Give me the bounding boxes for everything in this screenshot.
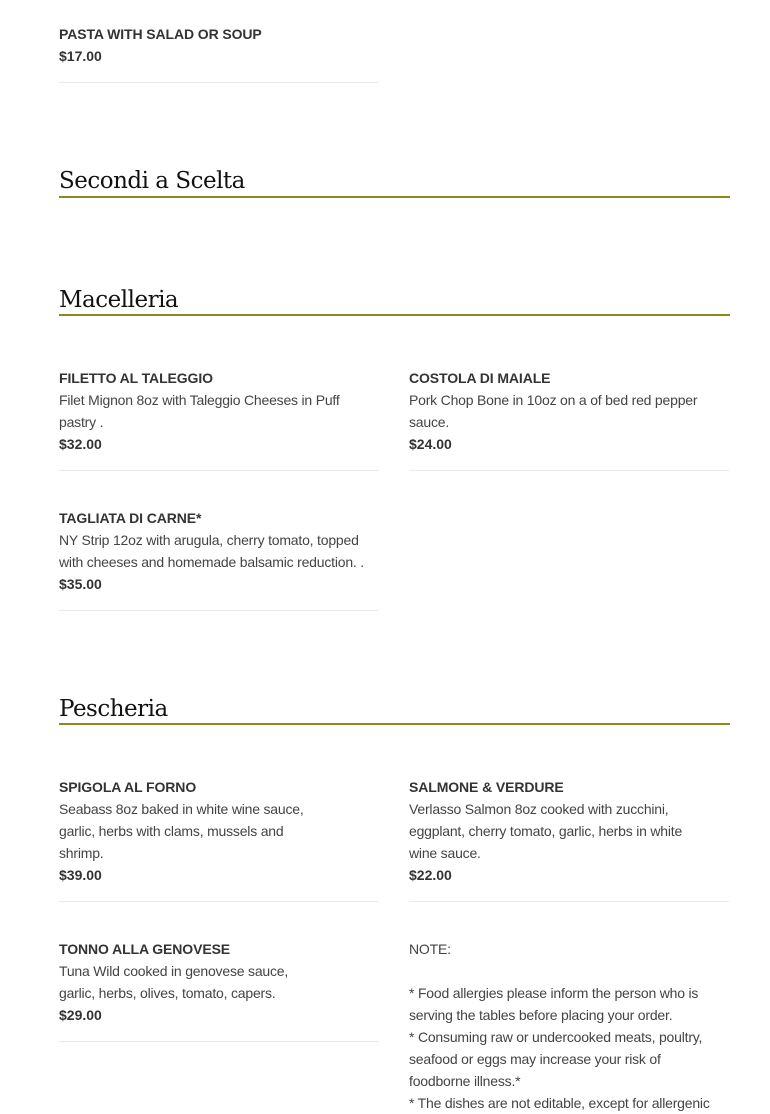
menu-item-pasta <box>59 23 379 67</box>
menu-item-description-line: eggplant, cherry tomato, garlic, herbs in white <box>409 823 683 839</box>
menu-item-name: SALMONE & VERDURE <box>409 779 564 795</box>
menu-item-description-line: garlic, herbs, olives, tomato, capers. <box>59 985 276 1001</box>
menu-item-tagliata <box>59 507 379 595</box>
menu-item-price: $39.00 <box>59 867 102 883</box>
menu-item-description-line: sauce. <box>409 414 450 430</box>
item-divider <box>59 470 379 471</box>
section-divider <box>59 314 730 316</box>
note-line: seafood or eggs may increase your risk of <box>409 1051 661 1067</box>
note-spacer <box>409 960 730 982</box>
menu-item-description-line: Tuna Wild cooked in genovese sauce, <box>59 963 289 979</box>
note-line: * Consuming raw or undercooked meats, poultry, <box>409 1029 703 1045</box>
menu-item-filetto <box>59 367 379 455</box>
item-divider <box>409 901 729 902</box>
note-line: serving the tables before placing your order. <box>409 1007 673 1023</box>
menu-item-description-line: Filet Mignon 8oz with Taleggio Cheeses in Puff <box>59 392 340 408</box>
menu-item-name: SPIGOLA AL FORNO <box>59 779 197 795</box>
section-divider <box>59 723 730 725</box>
menu-item-salmone <box>409 776 729 886</box>
note-line: foodborne illness.* <box>409 1073 521 1089</box>
menu-item-price: $32.00 <box>59 436 102 452</box>
menu-item-description-line: NY Strip 12oz with arugula, cherry tomato, topped <box>59 532 359 548</box>
menu-item-description-line: with cheeses and homemade balsamic reduction. . <box>59 554 364 570</box>
menu-item-description-line: Verlasso Salmon 8oz cooked with zucchini, <box>409 801 669 817</box>
menu-item-name: FILETTO AL TALEGGIO <box>59 370 213 386</box>
item-divider <box>59 610 379 611</box>
menu-item-name: TONNO ALLA GENOVESE <box>59 941 231 957</box>
menu-item-price: $29.00 <box>59 1007 102 1023</box>
allergy-note <box>409 938 730 1114</box>
menu-item-description-line: shrimp. <box>59 845 104 861</box>
menu-item-name: PASTA WITH SALAD OR SOUP <box>59 26 262 42</box>
menu-item-description-line: wine sauce. <box>409 845 481 861</box>
menu-item-tonno <box>59 938 379 1026</box>
menu-item-spigola <box>59 776 379 886</box>
section-divider <box>59 196 730 198</box>
menu-item-name: TAGLIATA DI CARNE* <box>59 510 202 526</box>
menu-item-name: COSTOLA DI MAIALE <box>409 370 551 386</box>
section-title-macelleria: Macelleria <box>59 287 179 313</box>
menu-item-price: $22.00 <box>409 867 452 883</box>
menu-item-description-line: pastry . <box>59 414 104 430</box>
item-divider <box>59 1041 379 1042</box>
note-line: * Food allergies please inform the person who is <box>409 985 699 1001</box>
note-line: * The dishes are not editable, except for allergenic <box>409 1095 710 1111</box>
note-heading: NOTE: <box>409 941 451 957</box>
menu-item-description-line: Seabass 8oz baked in white wine sauce, <box>59 801 304 817</box>
item-divider <box>409 470 729 471</box>
item-divider <box>59 82 379 83</box>
menu-item-description-line: Pork Chop Bone in 10oz on a of bed red pepper <box>409 392 698 408</box>
section-title-secondi: Secondi a Scelta <box>59 168 245 194</box>
menu-item-description-line: garlic, herbs with clams, mussels and <box>59 823 284 839</box>
section-title-pescheria: Pescheria <box>59 696 168 722</box>
menu-item-costola <box>409 367 729 455</box>
menu-item-price: $17.00 <box>59 48 102 64</box>
menu-item-price: $35.00 <box>59 576 102 592</box>
menu-item-price: $24.00 <box>409 436 452 452</box>
item-divider <box>59 901 379 902</box>
